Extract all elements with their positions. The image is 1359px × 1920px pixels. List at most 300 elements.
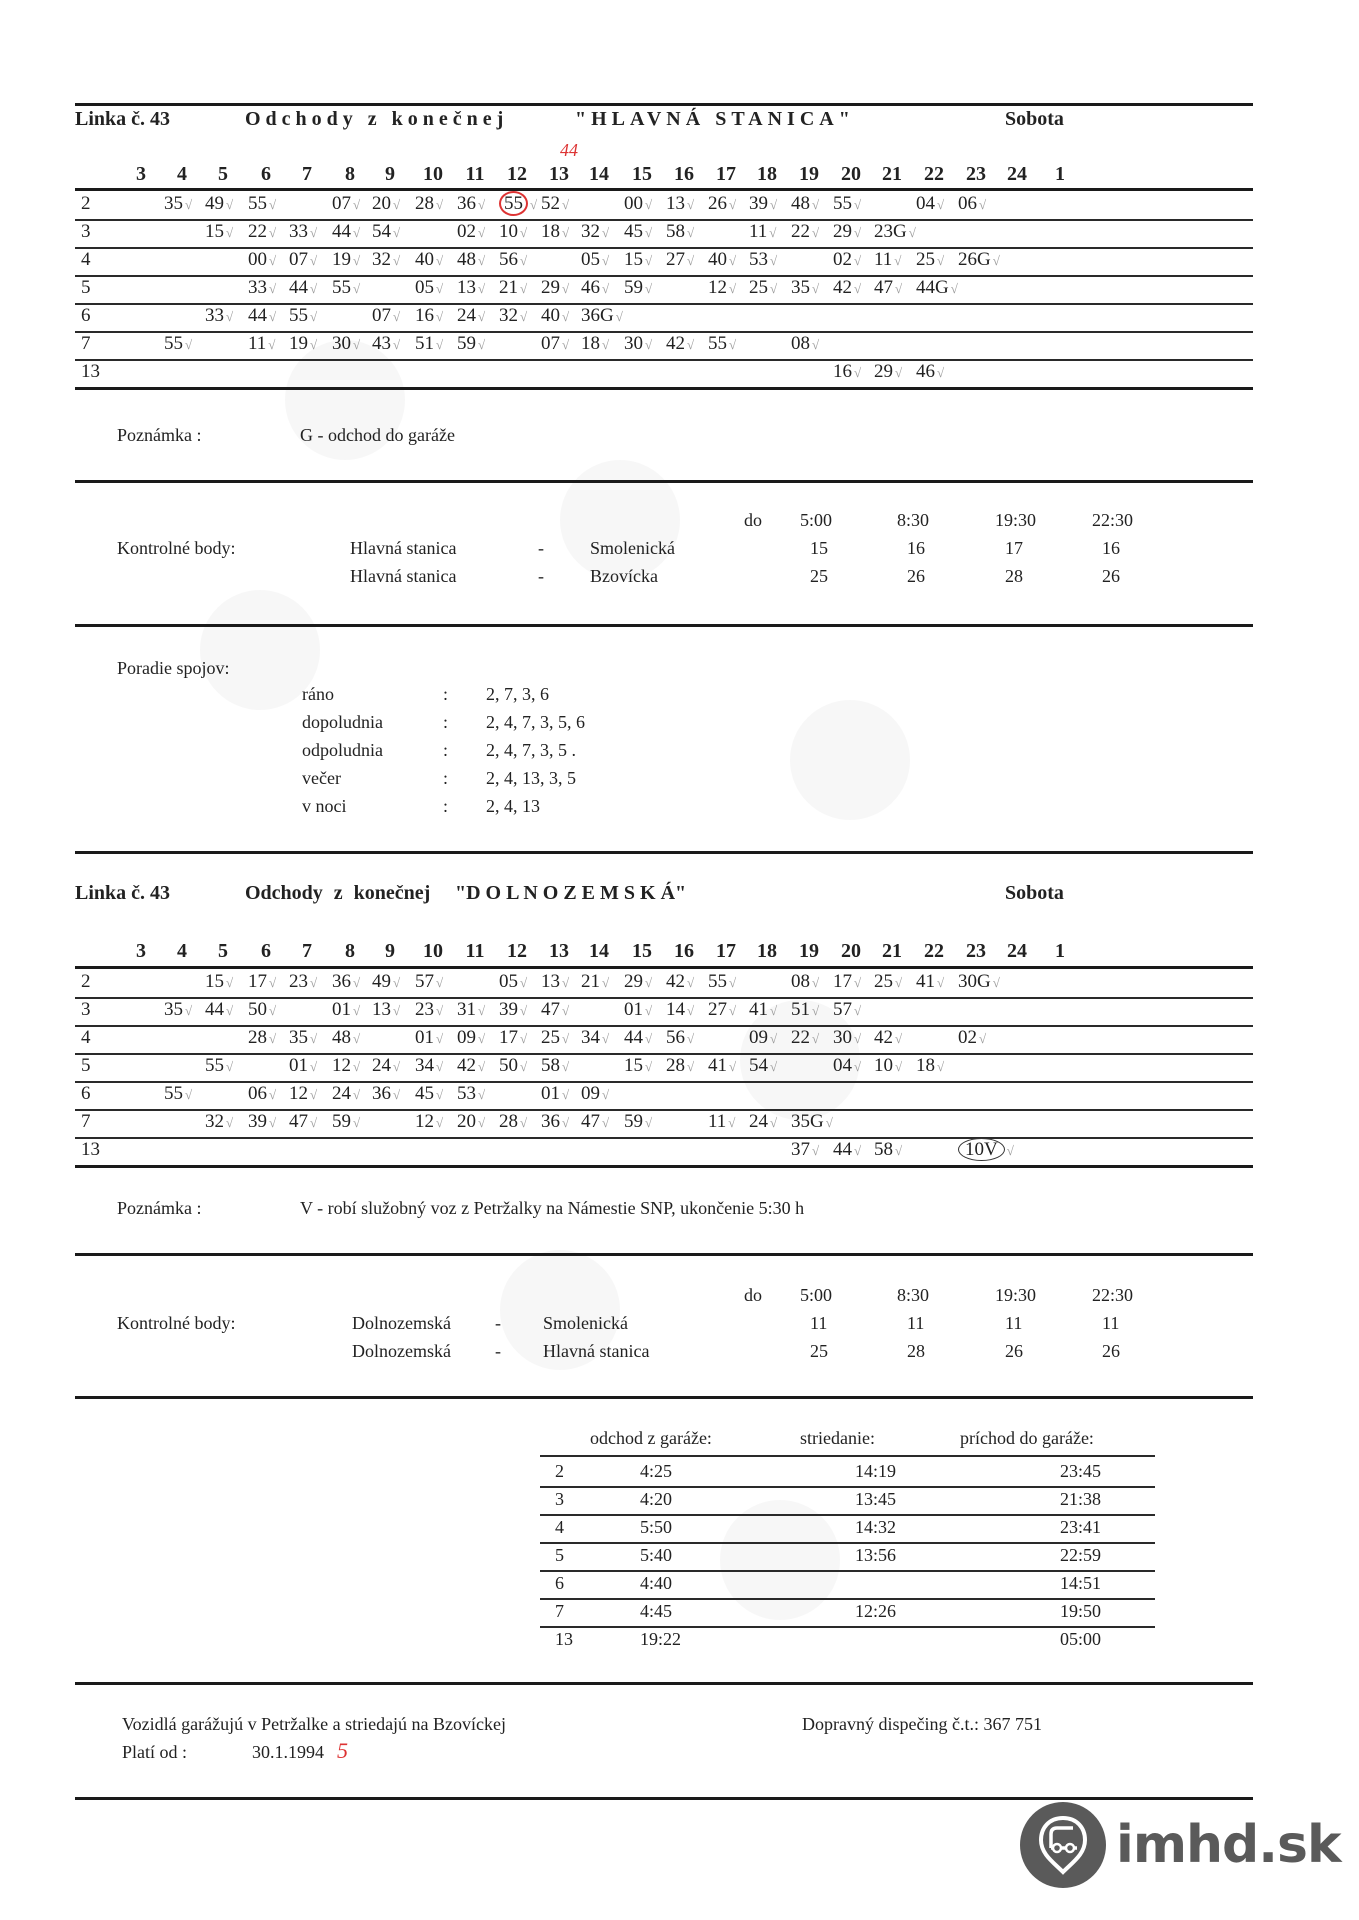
minute: 09 <box>457 1027 476 1048</box>
order-value: 2, 4, 13 <box>486 796 540 816</box>
departure-time <box>666 221 712 243</box>
table-row <box>75 303 1253 333</box>
checkmark-icon: √ <box>310 975 318 990</box>
departure-time <box>708 1055 754 1077</box>
minute: 25 <box>541 1027 560 1048</box>
departure-time <box>457 333 503 355</box>
period-label: odpoludnia <box>302 740 383 760</box>
arrive-garage-time: 05:00 <box>1060 1629 1102 1649</box>
minute: 48 <box>791 193 810 214</box>
checkmark-icon: √ <box>353 1031 361 1046</box>
departure-time <box>499 1055 545 1077</box>
departure-time <box>332 1027 378 1049</box>
minute: 14 <box>666 999 685 1020</box>
departure-time <box>372 999 418 1021</box>
minute: 11 <box>248 333 267 354</box>
hour-14: 14 <box>589 940 609 962</box>
time-column-header: 8:30 <box>897 1285 930 1305</box>
checkmark-icon: √ <box>645 197 653 212</box>
hour-21: 21 <box>882 163 902 185</box>
minute: 07 <box>372 305 391 326</box>
time-column-header: 19:30 <box>995 510 1037 530</box>
minute: 30 <box>332 333 351 354</box>
departure-time <box>499 999 545 1021</box>
checkmark-icon: √ <box>854 253 862 268</box>
hour-17: 17 <box>716 163 736 185</box>
departure-time <box>205 1055 251 1077</box>
minute: 41 <box>708 1055 727 1076</box>
departure-time <box>164 333 210 355</box>
departure-time <box>581 1027 627 1049</box>
note-label: Poznámka : <box>117 1198 202 1218</box>
departure-time <box>248 999 294 1021</box>
minute: 25 <box>874 971 893 992</box>
minute: 27 <box>708 999 727 1020</box>
departure-time <box>457 1055 503 1077</box>
departure-time <box>164 1083 210 1105</box>
departure-time <box>499 305 545 327</box>
checkmark-icon: √ <box>393 337 401 352</box>
handwritten-correction: 5 <box>337 1738 348 1763</box>
minute: 44 <box>833 1139 852 1160</box>
minute: 35 <box>791 277 810 298</box>
checkmark-icon: √ <box>602 1115 610 1130</box>
column-prefix: do <box>744 510 762 530</box>
departure-time <box>581 971 627 993</box>
hour-8: 8 <box>345 163 355 185</box>
period-label: večer <box>302 768 341 788</box>
minute: 44 <box>624 1027 643 1048</box>
terminus-name: "D O L N O Z E M S K Á" <box>455 882 687 904</box>
minute: 47 <box>581 1111 600 1132</box>
departure-time <box>372 1083 418 1105</box>
minute: 37 <box>791 1139 810 1160</box>
departure-time <box>708 333 754 355</box>
checkmark-icon: √ <box>602 1087 610 1102</box>
departure-time <box>415 1027 461 1049</box>
departure-time <box>289 971 335 993</box>
table-row <box>75 1053 1253 1083</box>
checkmark-icon: √ <box>310 337 318 352</box>
minute: 44G <box>916 277 949 298</box>
minute: 10V <box>958 1138 1005 1161</box>
minute: 55 <box>248 193 267 214</box>
checkmark-icon: √ <box>770 253 778 268</box>
minute: 15 <box>205 221 224 242</box>
hour-19: 19 <box>799 940 819 962</box>
departure-time <box>457 1111 503 1133</box>
travel-minutes: 26 <box>1102 566 1120 586</box>
checkmark-icon: √ <box>562 337 570 352</box>
travel-minutes: 26 <box>1102 1341 1120 1361</box>
minute: 11 <box>708 1111 727 1132</box>
checkmark-icon: √ <box>895 281 903 296</box>
hour-16: 16 <box>674 163 694 185</box>
checkmark-icon: √ <box>478 1031 486 1046</box>
imhd-logo <box>1020 1800 1341 1890</box>
hour-8: 8 <box>345 940 355 962</box>
departure-time <box>708 971 754 993</box>
minute: 57 <box>833 999 852 1020</box>
departure-time <box>289 221 335 243</box>
departure-time <box>874 277 920 299</box>
departure-time <box>791 277 837 299</box>
departure-time <box>791 971 837 993</box>
route-from: Dolnozemská <box>352 1341 451 1361</box>
table-row <box>75 1137 1253 1168</box>
departure-time <box>666 1055 712 1077</box>
minute: 24 <box>372 1055 391 1076</box>
checkmark-icon: √ <box>770 1059 778 1074</box>
departure-time <box>833 1055 879 1077</box>
minute: 30 <box>833 1027 852 1048</box>
vehicle-number: 4 <box>555 1517 564 1537</box>
checkmark-icon: √ <box>268 337 276 352</box>
departure-time <box>624 1111 670 1133</box>
colon: : <box>443 768 449 788</box>
checkmark-icon: √ <box>310 225 318 240</box>
departure-time <box>749 1055 795 1077</box>
checkmark-icon: √ <box>520 1115 528 1130</box>
imhd-bus-pin-icon <box>1020 1802 1106 1888</box>
departure-time <box>749 277 795 299</box>
departure-time <box>833 1027 879 1049</box>
minute: 18 <box>916 1055 935 1076</box>
time-column-header: 5:00 <box>800 510 833 530</box>
checkmark-icon: √ <box>353 1087 361 1102</box>
hour-22: 22 <box>924 163 944 185</box>
order-value: 2, 4, 7, 3, 5 . <box>486 740 576 760</box>
checkmark-icon: √ <box>393 1087 401 1102</box>
dispatch-phone: Dopravný dispečing č.t.: 367 751 <box>802 1714 1042 1734</box>
time-column-header: 8:30 <box>897 510 930 530</box>
departure-time <box>205 999 251 1021</box>
minute: 01 <box>624 999 643 1020</box>
hour-15: 15 <box>632 163 652 185</box>
minute: 36 <box>457 193 476 214</box>
checkmark-icon: √ <box>478 1115 486 1130</box>
route-dash: - <box>495 1341 501 1361</box>
minute: 40 <box>708 249 727 270</box>
minute: 35 <box>164 999 183 1020</box>
hour-20: 20 <box>841 163 861 185</box>
checkmark-icon: √ <box>520 281 528 296</box>
departure-time <box>372 305 418 327</box>
checkmark-icon: √ <box>353 1115 361 1130</box>
checkmark-icon: √ <box>353 253 361 268</box>
travel-minutes: 16 <box>1102 538 1120 558</box>
departure-time <box>415 193 461 215</box>
checkmark-icon: √ <box>520 253 528 268</box>
minute: 56 <box>499 249 518 270</box>
checkmark-icon: √ <box>937 253 945 268</box>
departure-time <box>415 333 461 355</box>
departure-time <box>624 249 670 271</box>
vehicle-number: 13 <box>81 1139 100 1160</box>
departure-time <box>749 221 795 243</box>
checkmark-icon: √ <box>937 365 945 380</box>
garage-column-header: príchod do garáže: <box>960 1428 1094 1448</box>
departure-time <box>581 277 627 299</box>
checkmark-icon: √ <box>353 281 361 296</box>
departure-time <box>666 249 712 271</box>
vehicle-number: 6 <box>81 305 91 326</box>
minute: 12 <box>332 1055 351 1076</box>
minute: 08 <box>791 333 810 354</box>
minute: 54 <box>749 1055 768 1076</box>
travel-minutes: 28 <box>1005 566 1023 586</box>
minute: 24 <box>457 305 476 326</box>
minute: 42 <box>457 1055 476 1076</box>
departure-time <box>457 1027 503 1049</box>
checkmark-icon: √ <box>895 975 903 990</box>
minute: 42 <box>833 277 852 298</box>
departure-time <box>624 193 670 215</box>
checkmark-icon: √ <box>393 197 401 212</box>
checkmark-icon: √ <box>729 281 737 296</box>
departure-time <box>749 999 795 1021</box>
checkmark-icon: √ <box>393 1059 401 1074</box>
departure-time <box>708 249 754 271</box>
checkmark-icon: √ <box>992 253 1000 268</box>
minute: 51 <box>791 999 810 1020</box>
departure-time <box>248 1111 294 1133</box>
minute: 12 <box>415 1111 434 1132</box>
vehicle-number: 13 <box>81 361 100 382</box>
vehicle-number: 2 <box>81 193 91 214</box>
checkmark-icon: √ <box>478 253 486 268</box>
travel-minutes: 25 <box>810 566 828 586</box>
checkmark-icon: √ <box>478 309 486 324</box>
checkmark-icon: √ <box>436 337 444 352</box>
minute: 01 <box>332 999 351 1020</box>
note-label: Poznámka : <box>117 425 202 445</box>
checkmark-icon: √ <box>478 1003 486 1018</box>
checkmark-icon: √ <box>687 225 695 240</box>
minute: 42 <box>666 971 685 992</box>
minute: 52 <box>541 193 560 214</box>
logo-text: imhd.sk <box>1116 1815 1341 1875</box>
minute: 44 <box>248 305 267 326</box>
checkmark-icon: √ <box>979 1031 987 1046</box>
minute: 25 <box>749 277 768 298</box>
checkmark-icon: √ <box>854 225 862 240</box>
minute: 59 <box>457 333 476 354</box>
departure-time <box>581 333 627 355</box>
departure-time <box>372 193 418 215</box>
minute: 34 <box>415 1055 434 1076</box>
checkmark-icon: √ <box>436 281 444 296</box>
minute: 01 <box>415 1027 434 1048</box>
hour-9: 9 <box>385 940 395 962</box>
checkmark-icon: √ <box>979 197 987 212</box>
minute: 29 <box>541 277 560 298</box>
minute: 36 <box>372 1083 391 1104</box>
departure-time <box>916 249 962 271</box>
vehicle-number: 3 <box>81 221 91 242</box>
terminus-name: "HLAVNÁ STANICA" <box>575 108 855 130</box>
departure-time <box>833 221 879 243</box>
departure-time <box>666 333 712 355</box>
departure-time <box>791 1111 837 1133</box>
checkmark-icon: √ <box>602 225 610 240</box>
checkmark-icon: √ <box>562 281 570 296</box>
hour-12: 12 <box>507 940 527 962</box>
checkmark-icon: √ <box>393 975 401 990</box>
checkmark-icon: √ <box>729 975 737 990</box>
checkmark-icon: √ <box>269 309 277 324</box>
checkmark-icon: √ <box>770 1003 778 1018</box>
minute: 06 <box>248 1083 267 1104</box>
minute: 55 <box>289 305 308 326</box>
minute: 09 <box>581 1083 600 1104</box>
minute: 07 <box>289 249 308 270</box>
departure-time <box>624 277 670 299</box>
checkmark-icon: √ <box>269 1115 277 1130</box>
depart-garage-time: 4:20 <box>640 1489 673 1509</box>
minute: 40 <box>541 305 560 326</box>
departure-time <box>624 971 670 993</box>
checkmark-icon: √ <box>770 1031 778 1046</box>
checkmark-icon: √ <box>562 225 570 240</box>
checkmark-icon: √ <box>825 1115 833 1130</box>
checkmark-icon: √ <box>770 197 778 212</box>
departure-time <box>874 1139 920 1161</box>
departure-time <box>833 277 879 299</box>
minute: 55 <box>332 277 351 298</box>
time-column-header: 5:00 <box>800 1285 833 1305</box>
departure-time <box>248 333 294 355</box>
departure-time <box>791 999 837 1021</box>
checkmark-icon: √ <box>520 1031 528 1046</box>
departure-time <box>499 193 545 215</box>
minute: 39 <box>499 999 518 1020</box>
minute: 32 <box>205 1111 224 1132</box>
checkmark-icon: √ <box>226 197 234 212</box>
checkmark-icon: √ <box>645 1003 653 1018</box>
period-label: v noci <box>302 796 347 816</box>
vehicle-number: 2 <box>555 1461 564 1481</box>
minute: 04 <box>833 1055 852 1076</box>
minute: 32 <box>372 249 391 270</box>
checkmark-icon: √ <box>854 365 862 380</box>
checkmark-icon: √ <box>269 1087 277 1102</box>
minute: 00 <box>248 249 267 270</box>
minute: 24 <box>332 1083 351 1104</box>
minute: 21 <box>581 971 600 992</box>
checkmark-icon: √ <box>602 337 610 352</box>
departure-time <box>666 193 712 215</box>
hour-13: 13 <box>549 163 569 185</box>
checkmark-icon: √ <box>520 1003 528 1018</box>
minute: 58 <box>541 1055 560 1076</box>
checkmark-icon: √ <box>530 197 538 212</box>
checkmark-icon: √ <box>615 309 623 324</box>
departure-time <box>541 193 587 215</box>
departure-time <box>874 361 920 383</box>
minute: 27 <box>666 249 685 270</box>
departure-time <box>164 193 210 215</box>
checkmark-icon: √ <box>393 1003 401 1018</box>
minute: 20 <box>372 193 391 214</box>
departure-time <box>833 249 879 271</box>
checkmark-icon: √ <box>310 1031 318 1046</box>
checkmark-icon: √ <box>854 1059 862 1074</box>
line-number: Linka č. 43 <box>75 882 171 904</box>
departure-time <box>499 1027 545 1049</box>
garage-row <box>540 1542 1155 1572</box>
departure-time <box>916 193 962 215</box>
minute: 16 <box>415 305 434 326</box>
departure-time <box>248 249 294 271</box>
vehicle-number: 5 <box>81 1055 91 1076</box>
period-label: dopoludnia <box>302 712 383 732</box>
minute: 44 <box>205 999 224 1020</box>
minute: 56 <box>666 1027 685 1048</box>
minute: 06 <box>958 193 977 214</box>
checkmark-icon: √ <box>562 1087 570 1102</box>
checkmark-icon: √ <box>478 1059 486 1074</box>
day-type: Sobota <box>1005 882 1064 904</box>
checkmark-icon: √ <box>812 197 820 212</box>
hour-7: 7 <box>302 940 312 962</box>
minute: 49 <box>372 971 391 992</box>
minute: 45 <box>624 221 643 242</box>
checkmark-icon: √ <box>602 281 610 296</box>
vehicle-number: 5 <box>81 277 91 298</box>
minute: 10 <box>499 221 518 242</box>
checkmark-icon: √ <box>645 975 653 990</box>
checkmark-icon: √ <box>269 281 277 296</box>
departure-time <box>958 193 1004 215</box>
minute: 17 <box>248 971 267 992</box>
checkmark-icon: √ <box>269 975 277 990</box>
hour-19: 19 <box>799 163 819 185</box>
departure-time <box>248 971 294 993</box>
garage-header-rule <box>540 1455 1155 1457</box>
departure-time <box>791 1027 837 1049</box>
checkmark-icon: √ <box>436 1059 444 1074</box>
checkmark-icon: √ <box>269 1031 277 1046</box>
colon: : <box>443 740 449 760</box>
checkmark-icon: √ <box>185 197 193 212</box>
minute: 28 <box>415 193 434 214</box>
minute: 35 <box>164 193 183 214</box>
divider <box>75 480 1253 483</box>
arrive-garage-time: 21:38 <box>1060 1489 1102 1509</box>
checkmark-icon: √ <box>436 1031 444 1046</box>
table-row <box>75 247 1253 277</box>
checkmark-icon: √ <box>520 975 528 990</box>
departure-time <box>415 277 461 299</box>
checkmark-icon: √ <box>436 975 444 990</box>
checkmark-icon: √ <box>645 337 653 352</box>
checkmark-icon: √ <box>895 365 903 380</box>
departure-time <box>289 333 335 355</box>
route-from: Dolnozemská <box>352 1313 451 1333</box>
hour-21: 21 <box>882 940 902 962</box>
hour-4: 4 <box>177 940 187 962</box>
checkmark-icon: √ <box>185 337 193 352</box>
time-column-header: 22:30 <box>1092 1285 1134 1305</box>
minute: 28 <box>499 1111 518 1132</box>
checkmark-icon: √ <box>854 975 862 990</box>
departure-time <box>581 1111 627 1133</box>
divider <box>75 1253 1253 1256</box>
minute: 36 <box>332 971 351 992</box>
checkmark-icon: √ <box>226 309 234 324</box>
checkmark-icon: √ <box>353 975 361 990</box>
